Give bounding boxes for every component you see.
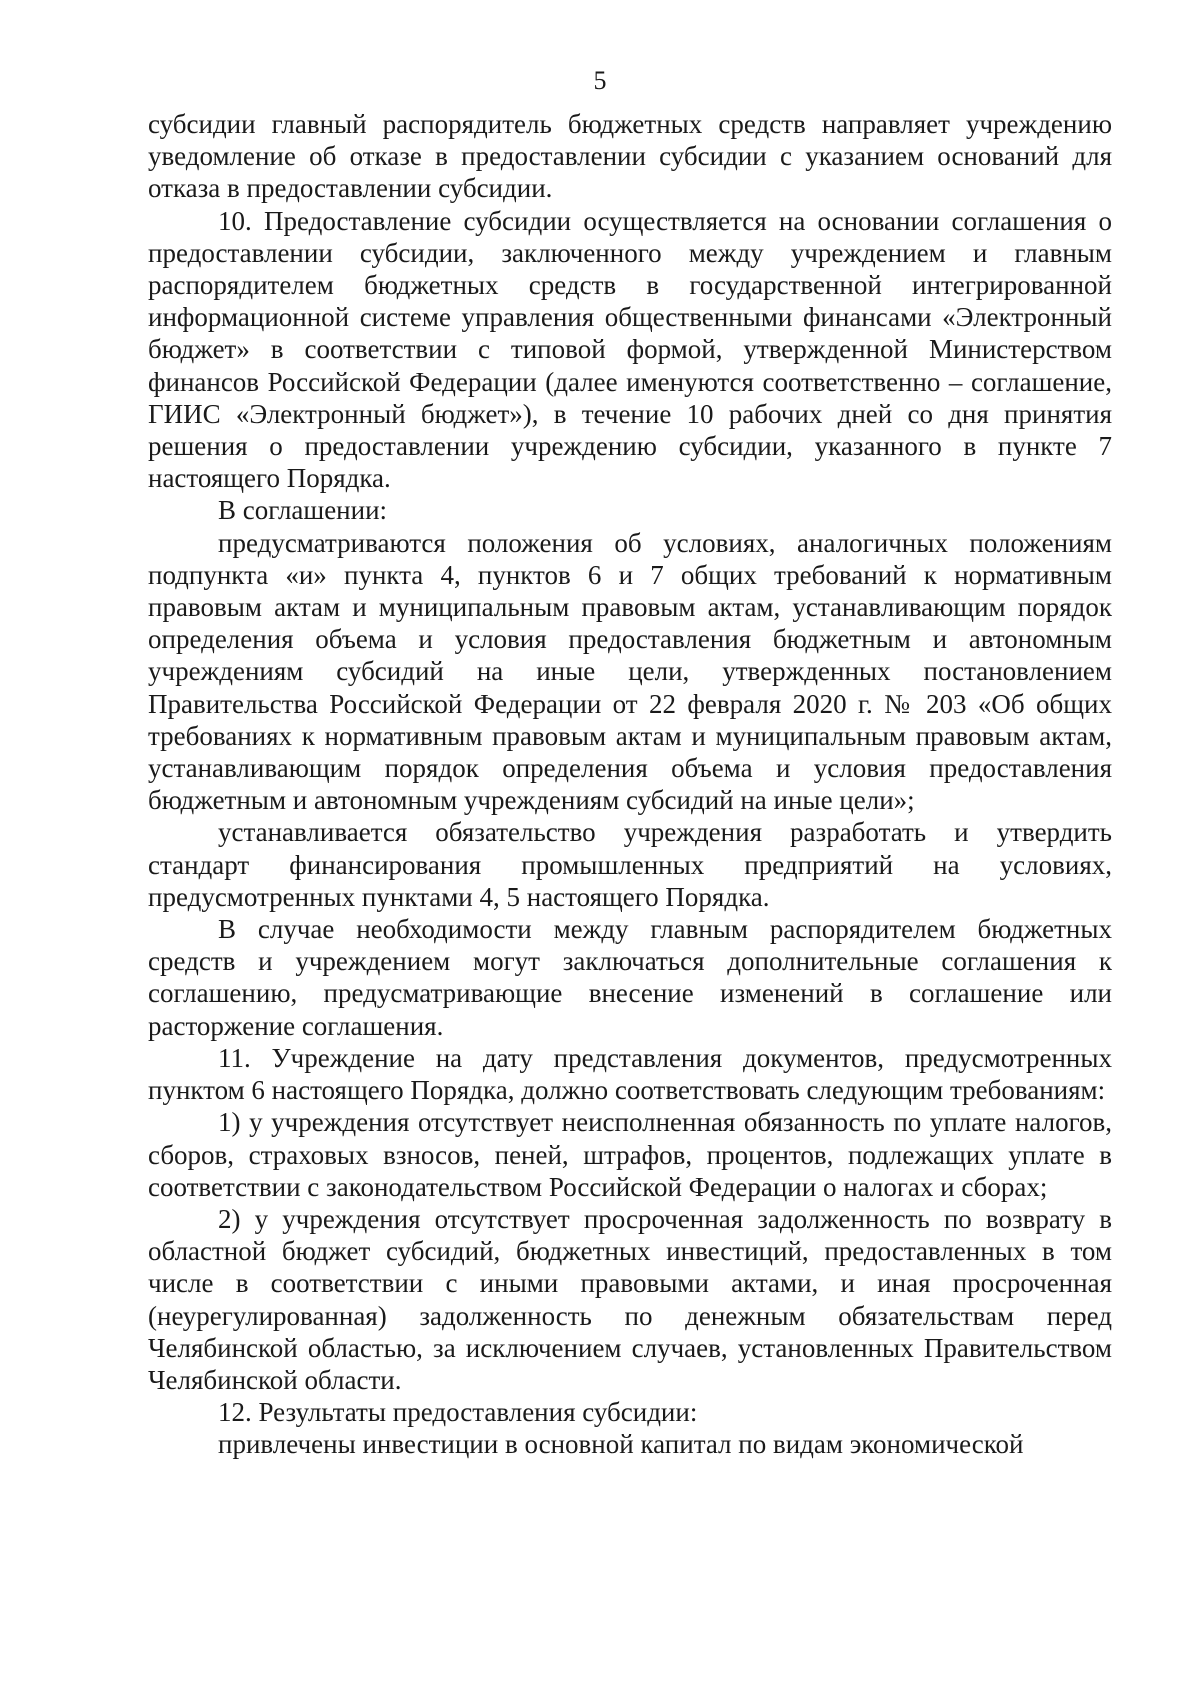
paragraph: 10. Предоставление субсидии осуществляется на основании соглашения о предоставлении субсидии, заключенного между учреждением и главным распорядителем бюджетных средств в государственной интегрированной информационной системе управления общественными финансами «Электронный бюджет» в соответствии с типовой формой, утвержденной Министерством финансов Российской Федерации (далее именуются соответственно – соглашение, ГИИС «Электронный бюджет»), в течение 10 рабочих дней со дня принятия решения о предоставлении учреждению субсидии, указанного в пункте 7 настоящего Порядка. bbox=[148, 205, 1112, 494]
paragraph: 11. Учреждение на дату представления документов, предусмотренных пунктом 6 настоящего Порядка, должно соответствовать следующим требованиям: bbox=[148, 1042, 1112, 1106]
document-body bbox=[148, 108, 1112, 1461]
paragraph: В случае необходимости между главным распорядителем бюджетных средств и учреждением могут заключаться дополнительные соглашения к соглашению, предусматривающие внесение изменений в соглашение или расторжение соглашения. bbox=[148, 914, 1112, 1041]
page-number: 5 bbox=[593, 66, 607, 95]
paragraph: В соглашении: bbox=[218, 495, 388, 526]
paragraph: предусматриваются положения об условиях, аналогичных положениям подпункта «и» пункта 4, пунктов 6 и 7 общих требований к нормативным правовым актам и муниципальным правовым актам, устанавливающим порядок определения объема и условия предоставления бюджетным и автономным учреждениям субсидий на иные цели, утвержденных постановлением Правительства Российской Федерации от 22 февраля 2020 г. № 203 «Об общих требованиях к нормативным правовым актам и муниципальным правовым актам, устанавливающим порядок определения объема и условия предоставления бюджетным и автономным учреждениям субсидий на иные цели»; bbox=[148, 527, 1112, 816]
paragraph: 1) у учреждения отсутствует неисполненная обязанность по уплате налогов, сборов, страховых взносов, пеней, штрафов, процентов, подлежащих уплате в соответствии с законодательством Российской Федерации о налогах и сборах; bbox=[148, 1107, 1112, 1202]
paragraph: 12. Результаты предоставления субсидии: bbox=[218, 1397, 698, 1428]
paragraph: привлечены инвестиции в основной капитал по видам экономической bbox=[218, 1429, 1024, 1460]
paragraph: 2) у учреждения отсутствует просроченная задолженность по возврату в областной бюджет субсидий, бюджетных инвестиций, предоставленных в том числе в соответствии с иными правовыми актами, и иная просроченная (неурегулированная) задолженность по денежным обязательствам перед Челябинской областью, за исключением случаев, установленных Правительством Челябинской области. bbox=[148, 1203, 1112, 1395]
paragraph: устанавливается обязательство учреждения разработать и утвердить стандарт финансирования промышленных предприятий на условиях, предусмотренных пунктами 4, 5 настоящего Порядка. bbox=[148, 817, 1112, 912]
paragraph: субсидии главный распорядитель бюджетных средств направляет учреждению уведомление об отказе в предоставлении субсидии с указанием оснований для отказа в предоставлении субсидии. bbox=[148, 109, 1112, 204]
